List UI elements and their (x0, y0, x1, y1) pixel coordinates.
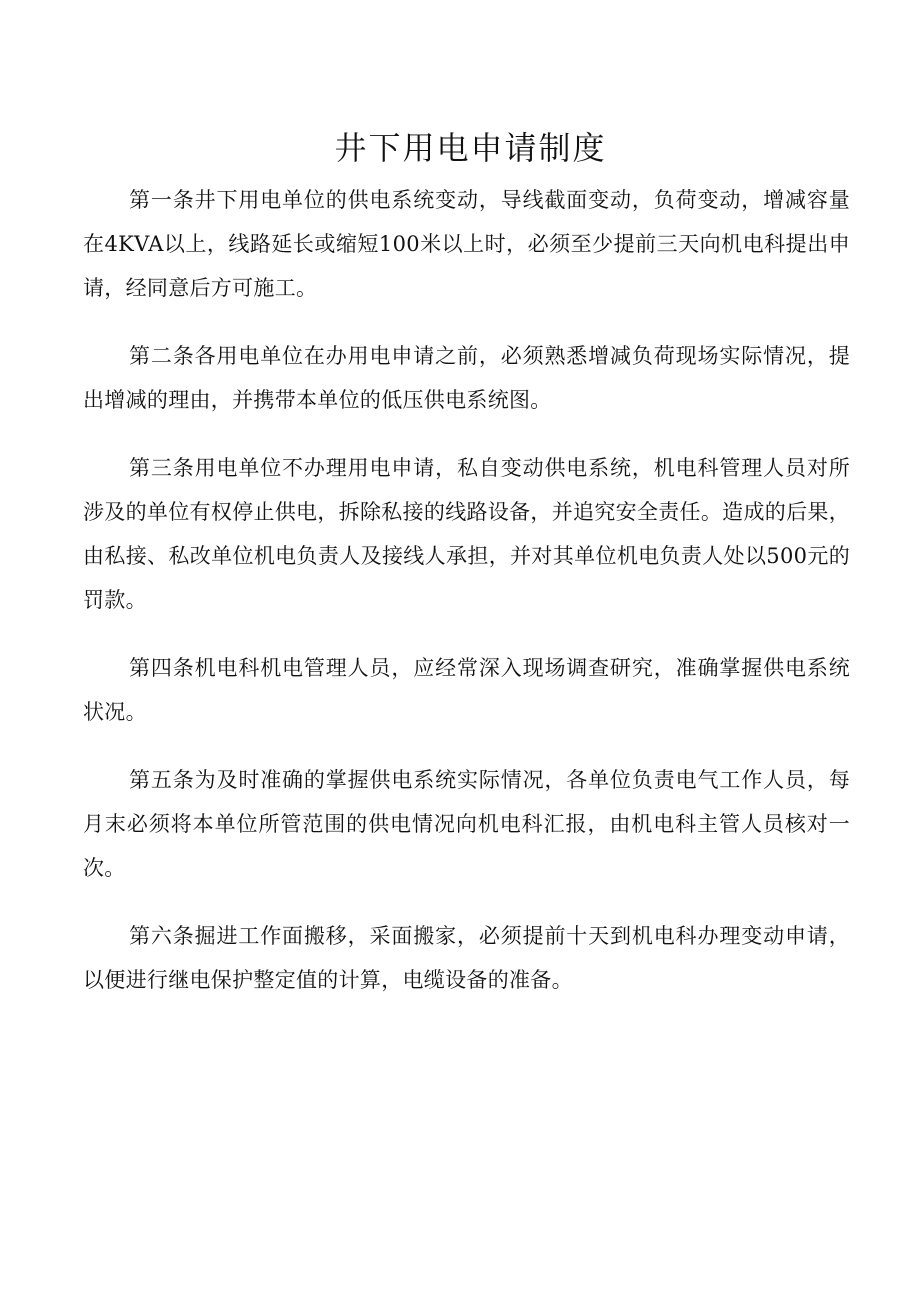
article-1: 第一条井下用电单位的供电系统变动，导线截面变动，负荷变动，增减容量在4KVA以上，线路延长或缩短100米以上时，必须至少提前三天向机电科提出申请，经同意后方可施工。 (83, 188, 850, 300)
article-5: 第五条为及时准确的掌握供电系统实际情况，各单位负责电气工作人员，每月末必须将本单位所管范围的供电情况向机电科汇报，由机电科主管人员核对一次。 (83, 768, 850, 880)
article-4: 第四条机电科机电管理人员，应经常深入现场调查研究，准确掌握供电系统状况。 (83, 656, 850, 724)
article-6: 第六条掘进工作面搬移，采面搬家，必须提前十天到机电科办理变动申请，以便进行继电保护整定值的计算，电缆设备的准备。 (83, 924, 850, 992)
article-2: 第二条各用电单位在办用电申请之前，必须熟悉增减负荷现场实际情况，提出增减的理由，并携带本单位的低压供电系统图。 (83, 344, 850, 412)
document-title: 井下用电申请制度 (334, 129, 607, 167)
article-3: 第三条用电单位不办理用电申请，私自变动供电系统，机电科管理人员对所涉及的单位有权停止供电，拆除私接的线路设备，并追究安全责任。造成的后果，由私接、私改单位机电负责人及接线人承担，并对其单位机电负责人处以500元的罚款。 (83, 456, 850, 612)
